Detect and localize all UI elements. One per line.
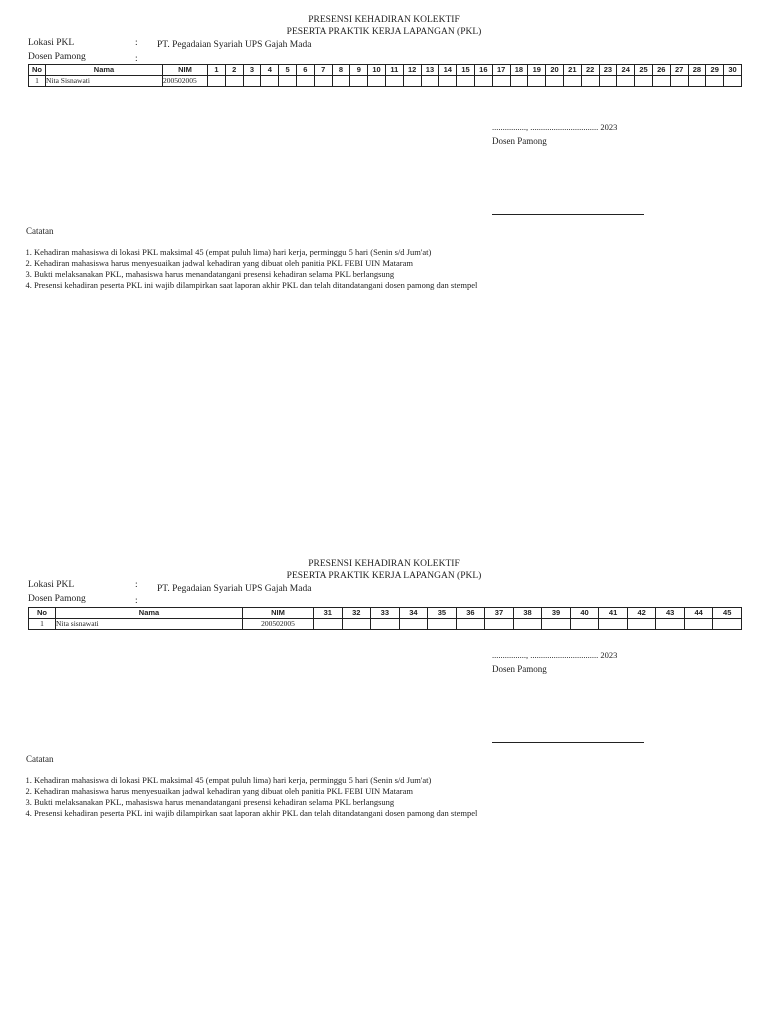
day-header: 16: [474, 65, 492, 76]
day-header: 15: [457, 65, 475, 76]
day-cell[interactable]: [279, 76, 297, 87]
list-item: 3. Bukti melaksanakan PKL, mahasiswa harus menandatangani presensi kehadiran selama PKL berlangsung: [34, 269, 477, 280]
table-row: [29, 619, 742, 630]
day-header: 38: [513, 608, 542, 619]
day-header: 36: [456, 608, 485, 619]
day-header: 28: [688, 65, 706, 76]
day-cell[interactable]: [635, 76, 653, 87]
day-header: 9: [350, 65, 368, 76]
day-header: 23: [599, 65, 617, 76]
day-cell[interactable]: [314, 76, 332, 87]
day-cell[interactable]: [225, 76, 243, 87]
notes-list: [22, 247, 477, 291]
list-item: 3. Bukti melaksanakan PKL, mahasiswa harus menandatangani presensi kehadiran selama PKL berlangsung: [34, 797, 477, 808]
day-cell[interactable]: [684, 619, 713, 630]
col-header-nim: NIM: [163, 65, 208, 76]
day-cell[interactable]: [617, 76, 635, 87]
col-header-nama: Nama: [46, 65, 163, 76]
day-cell[interactable]: [350, 76, 368, 87]
day-cell[interactable]: [456, 619, 485, 630]
day-cell[interactable]: [421, 76, 439, 87]
day-header: 14: [439, 65, 457, 76]
day-header: 25: [635, 65, 653, 76]
day-header: 10: [368, 65, 386, 76]
table-row: [29, 76, 742, 87]
day-cell[interactable]: [428, 619, 457, 630]
notes-list: [22, 775, 477, 819]
day-header: 26: [652, 65, 670, 76]
day-cell[interactable]: [385, 76, 403, 87]
day-header: 17: [492, 65, 510, 76]
day-header: 30: [724, 65, 742, 76]
day-header: 40: [570, 608, 599, 619]
day-cell[interactable]: [296, 76, 314, 87]
day-cell[interactable]: [563, 76, 581, 87]
signature-date-line: ................, ................................ 2023: [492, 650, 618, 660]
col-header-nama: Nama: [56, 608, 243, 619]
day-header: 5: [279, 65, 297, 76]
day-header: 3: [243, 65, 261, 76]
day-header: 39: [542, 608, 571, 619]
day-cell[interactable]: [342, 619, 371, 630]
dosen-colon: :: [135, 596, 138, 606]
day-header: 21: [563, 65, 581, 76]
col-header-nim: NIM: [243, 608, 314, 619]
day-cell[interactable]: [599, 76, 617, 87]
day-header: 34: [399, 608, 428, 619]
document-title: PRESENSI KEHADIRAN KOLEKTIF: [308, 15, 460, 25]
day-header: 41: [599, 608, 628, 619]
table-header-row: [29, 608, 742, 619]
day-header: 2: [225, 65, 243, 76]
day-cell[interactable]: [399, 619, 428, 630]
day-header: 43: [656, 608, 685, 619]
list-item: 2. Kehadiran mahasiswa harus menyesuaikan jadwal kehadiran yang dibuat oleh panitia PKL FEBI UIN Mataram: [34, 258, 477, 269]
day-header: 31: [314, 608, 343, 619]
day-header: 4: [261, 65, 279, 76]
day-cell[interactable]: [208, 76, 226, 87]
day-header: 7: [314, 65, 332, 76]
notes-title: Catatan: [26, 754, 54, 764]
day-cell[interactable]: [368, 76, 386, 87]
attendance-table-2: [28, 607, 742, 630]
day-header: 42: [627, 608, 656, 619]
day-cell[interactable]: [706, 76, 724, 87]
day-header: 18: [510, 65, 528, 76]
day-header: 11: [385, 65, 403, 76]
lokasi-value: PT. Pegadaian Syariah UPS Gajah Mada: [157, 40, 312, 50]
dosen-label: Dosen Pamong: [28, 594, 86, 604]
day-cell[interactable]: [439, 76, 457, 87]
day-cell[interactable]: [570, 619, 599, 630]
cell-nim: 200502005: [243, 619, 314, 630]
day-cell[interactable]: [485, 619, 514, 630]
day-cell[interactable]: [542, 619, 571, 630]
day-cell[interactable]: [457, 76, 475, 87]
day-header: 24: [617, 65, 635, 76]
lokasi-colon: :: [135, 580, 138, 590]
day-cell[interactable]: [492, 76, 510, 87]
signature-role: Dosen Pamong: [492, 664, 547, 674]
cell-nim: 200502005: [163, 76, 208, 87]
lokasi-value: PT. Pegadaian Syariah UPS Gajah Mada: [157, 584, 312, 594]
day-cell[interactable]: [314, 619, 343, 630]
day-header: 22: [581, 65, 599, 76]
day-cell[interactable]: [581, 76, 599, 87]
cell-no: 1: [29, 619, 56, 630]
day-cell[interactable]: [627, 619, 656, 630]
notes-title: Catatan: [26, 226, 54, 236]
day-header: 13: [421, 65, 439, 76]
day-header: 20: [546, 65, 564, 76]
cell-nama: Nita sisnawati: [56, 619, 243, 630]
document-subtitle: PESERTA PRAKTIK KERJA LAPANGAN (PKL): [286, 571, 482, 581]
day-header: 45: [713, 608, 742, 619]
document-subtitle: PESERTA PRAKTIK KERJA LAPANGAN (PKL): [286, 27, 482, 37]
day-header: 19: [528, 65, 546, 76]
day-header: 33: [371, 608, 400, 619]
signature-line: [492, 742, 644, 743]
list-item: 2. Kehadiran mahasiswa harus menyesuaikan jadwal kehadiran yang dibuat oleh panitia PKL FEBI UIN Mataram: [34, 786, 477, 797]
day-cell[interactable]: [656, 619, 685, 630]
day-cell[interactable]: [670, 76, 688, 87]
lokasi-colon: :: [135, 38, 138, 48]
day-cell[interactable]: [332, 76, 350, 87]
day-header: 32: [342, 608, 371, 619]
day-cell[interactable]: [243, 76, 261, 87]
signature-line: [492, 214, 644, 215]
signature-role: Dosen Pamong: [492, 136, 547, 146]
document-title: PRESENSI KEHADIRAN KOLEKTIF: [308, 559, 460, 569]
attendance-table-1: [28, 64, 742, 87]
day-header: 12: [403, 65, 421, 76]
day-cell[interactable]: [261, 76, 279, 87]
day-header: 1: [208, 65, 226, 76]
list-item: 1. Kehadiran mahasiswa di lokasi PKL maksimal 45 (empat puluh lima) hari kerja, perminggu 5 hari (Senin s/d Jum'at): [34, 775, 477, 786]
day-cell[interactable]: [546, 76, 564, 87]
col-header-no: No: [29, 608, 56, 619]
dosen-colon: :: [135, 54, 138, 64]
lokasi-label: Lokasi PKL: [28, 580, 75, 590]
lokasi-label: Lokasi PKL: [28, 38, 75, 48]
day-cell[interactable]: [510, 76, 528, 87]
day-cell[interactable]: [474, 76, 492, 87]
day-header: 6: [296, 65, 314, 76]
day-cell[interactable]: [513, 619, 542, 630]
day-cell[interactable]: [688, 76, 706, 87]
day-cell[interactable]: [528, 76, 546, 87]
day-cell[interactable]: [599, 619, 628, 630]
day-header: 27: [670, 65, 688, 76]
list-item: 4. Presensi kehadiran peserta PKL ini wajib dilampirkan saat laporan akhir PKL dan telah ditandatangani dosen pamong dan stempel: [34, 280, 477, 291]
day-cell[interactable]: [713, 619, 742, 630]
day-header: 29: [706, 65, 724, 76]
day-header: 8: [332, 65, 350, 76]
table-header-row: [29, 65, 742, 76]
signature-date-line: ................, ................................ 2023: [492, 122, 618, 132]
cell-nama: Nita Sisnawati: [46, 76, 163, 87]
day-cell[interactable]: [652, 76, 670, 87]
day-cell[interactable]: [724, 76, 742, 87]
day-cell[interactable]: [403, 76, 421, 87]
list-item: 4. Presensi kehadiran peserta PKL ini wajib dilampirkan saat laporan akhir PKL dan telah ditandatangani dosen pamong dan stempel: [34, 808, 477, 819]
day-header: 44: [684, 608, 713, 619]
col-header-no: No: [29, 65, 46, 76]
list-item: 1. Kehadiran mahasiswa di lokasi PKL maksimal 45 (empat puluh lima) hari kerja, perminggu 5 hari (Senin s/d Jum'at): [34, 247, 477, 258]
day-cell[interactable]: [371, 619, 400, 630]
day-header: 35: [428, 608, 457, 619]
day-header: 37: [485, 608, 514, 619]
dosen-label: Dosen Pamong: [28, 52, 86, 62]
cell-no: 1: [29, 76, 46, 87]
